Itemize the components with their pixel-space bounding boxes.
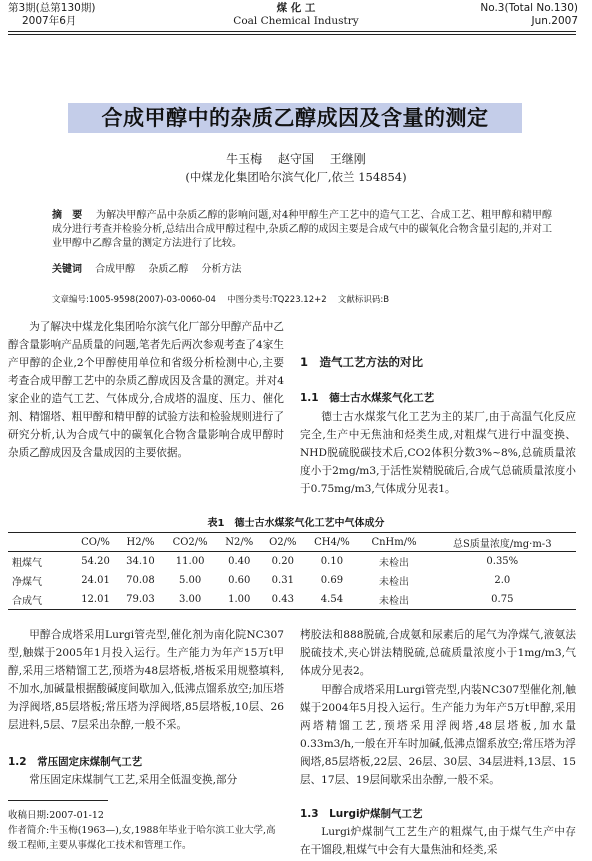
table-header: N2/%	[217, 533, 261, 552]
affiliation: (中煤龙化集团哈尔滨气化厂,依兰 154854)	[185, 170, 407, 184]
table-header: CO/%	[73, 533, 118, 552]
section-1-2-heading: 1.2 常压固定床煤制气工艺	[8, 756, 143, 768]
author-bio: 作者简介:牛玉梅(1963—),女,1988年毕业于哈尔滨工业大学,高级工程师,主要从事煤化工技术和管理工作。	[8, 825, 276, 851]
section-1-heading: 1 造气工艺方法的对比	[300, 355, 424, 369]
header-rule	[8, 31, 576, 32]
table-header-row	[8, 533, 576, 552]
table-row	[8, 571, 576, 590]
table-cell: 34.10	[126, 556, 155, 567]
table-header: H2/%	[118, 533, 163, 552]
authors: 牛玉梅 赵守国 王继刚	[226, 152, 366, 166]
table-cell: 3.00	[163, 590, 217, 610]
section-1-1-heading: 1.1 德士古水煤浆气化工艺	[300, 392, 435, 404]
table-cell: 0.60	[228, 575, 251, 586]
table-cell: 54.20	[81, 556, 110, 567]
table-cell: 12.01	[73, 590, 118, 610]
table-cell: 24.01	[81, 575, 110, 586]
table-cell: 未检出	[379, 558, 410, 569]
keywords	[52, 263, 552, 277]
table-cell: 5.00	[178, 575, 202, 586]
table-cell: 4.54	[304, 590, 359, 610]
table-cell: 70.08	[126, 575, 155, 586]
table-cell: 0.40	[228, 556, 251, 567]
date-en: Jun.2007	[531, 15, 578, 27]
table-cell: 0.43	[261, 590, 304, 610]
issue-en: No.3(Total No.130)	[480, 2, 578, 14]
table-cell: 0.35%	[486, 556, 519, 567]
abstract	[52, 209, 552, 251]
table-cell: 11.00	[175, 556, 205, 567]
table-cell: 79.03	[118, 590, 163, 610]
journal-en: Coal Chemical Industry	[233, 15, 359, 27]
footnote-rule	[8, 800, 108, 801]
reactor-2-paragraph: 甲醇合成塔采用Lurgi管壳型,内装NC307型催化剂,触媒于2004年5月投入运行。生产能力为年产5万t甲醇,采用两塔精馏工艺,预塔采用浮阀塔,48层塔板,加水量0.33m3/h,一般在开车时加碱,低沸点馏系放空;常压塔为浮阀塔,85层塔板,22层、26层、30层、34层进料,13层、15层、17层、19层间歇采出杂醇,一般不采。	[300, 684, 576, 786]
abstract-label: 摘 要	[52, 210, 83, 221]
table-cell: 0.20	[271, 556, 294, 567]
section-1-2-paragraph: 常压固定床煤制气工艺,采用全低温变换,部分	[29, 774, 238, 786]
keywords-text: 合成甲醇 杂质乙醇 分析方法	[95, 264, 242, 275]
intro-paragraph: 为了解决中煤龙化集团哈尔滨气化厂部分甲醇产品中乙醇含量影响产品质量的问题,笔者先后两次参观考查了4家生产甲醇的企业,2个甲醇使用单位和省级分析检测中心,主要考查合成甲醇工艺中的杂质乙醇成因及含量的测定。并对4家企业的造气工艺、气体成分,合成塔的温度、压力、催化剂、精馏塔、粗甲醇和精甲醇的试验方法和检验规则进行了研究分析,认为合成气中的碳氧化合物含量影响合成甲醇时杂质乙醇成因及含量成因的主要依据。	[8, 321, 284, 459]
section-1-3-paragraph: Lurgi炉煤制气工艺生产的粗煤气,由于煤气生产中存在干馏段,粗煤气中会有大量焦油和烃类,采	[300, 826, 576, 856]
gas-composition-table	[8, 532, 576, 610]
section-1-3-heading: 1.3 Lurgi炉煤制气工艺	[300, 808, 423, 820]
table-cell: 0.31	[271, 575, 294, 586]
issue-cn: 第3期(总第130期)	[8, 2, 96, 14]
date-cn: 2007年6月	[22, 15, 77, 27]
table-cell: 粗煤气	[12, 558, 42, 569]
table-cell: 未检出	[379, 577, 410, 588]
table-header: O2/%	[261, 533, 304, 552]
table-cell: 0.10	[320, 556, 344, 567]
table-cell: 合成气	[8, 590, 73, 610]
table-cell: 0.75	[429, 590, 576, 610]
reactor-paragraph: 甲醇合成塔采用Lurgi管壳型,催化剂为南化院NC307型,触媒于2005年1月投入运行。生产能力为年产15万t甲醇,采用三塔精馏工艺,预塔为48层塔板,塔板采用规整填料,不加水,加碱量根据酸碱度间歇加入,低沸点馏系放空;加压塔为浮阀塔,85层塔板;常压塔为浮阀塔,85层塔板,10层、26层进料,5层、7层采出杂醇,一般不采。	[8, 629, 284, 731]
table-header	[8, 533, 73, 552]
table-row	[8, 552, 576, 572]
header-rule-2	[8, 34, 576, 35]
table-cell: 2.0	[494, 575, 511, 586]
section-1-1-paragraph: 德士古水煤浆气化工艺为主的某厂,由于高温气化反应完全,生产中无焦油和烃类生成,对粗煤气进行中温变换、NHD脱硫脱碳技术后,CO2体积分数3%~8%,总硫质量浓度小于2mg/m3,于活性炭精脱硫后,合成气总硫质量浓度小于0.75mg/m3,气体成分见表1。	[300, 411, 576, 495]
table-header: 总S质量浓度/mg·m-3	[429, 533, 576, 552]
received-date: 收稿日期:2007-01-12	[8, 810, 104, 821]
table-cell: 未检出	[359, 590, 428, 610]
table-cell: 净煤气	[12, 577, 42, 588]
table-caption: 表1 德士古水煤浆气化工艺中气体成分	[207, 518, 385, 529]
continued-paragraph: 栲胶法和888脱硫,合成氨和尿素后的尾气为净煤气,液氨法脱硫技术,夹心饼法精脱硫,总硫质量浓度小于1mg/m3,气体成分见表2。	[300, 629, 576, 677]
table-header: CH4/%	[304, 533, 359, 552]
article-title: 合成甲醇中的杂质乙醇成因及含量的测定	[68, 103, 522, 133]
table-row	[8, 590, 576, 610]
table-header: CO2/%	[163, 533, 217, 552]
table-header: CnHm/%	[359, 533, 428, 552]
keywords-label: 关键词	[52, 264, 82, 275]
abstract-text: 为解决甲醇产品中杂质乙醇的影响问题,对4种甲醇生产工艺中的造气工艺、合成工艺、粗甲醇和精甲醇成分进行考查并检验分析,总结出合成甲醇过程中,杂质乙醇的成因主要是合成气中的碳氧化合物含量引起的,并对工业甲醇中乙醇含量的测定方法进行了比较。	[52, 210, 553, 249]
table-cell: 0.69	[320, 575, 344, 586]
journal-cn: 煤 化 工	[276, 2, 316, 14]
table-cell: 1.00	[217, 590, 261, 610]
article-meta: 文章编号:1005-9598(2007)-03-0060-04 中图分类号:TQ223.12+2 文献标识码:B	[52, 295, 390, 305]
